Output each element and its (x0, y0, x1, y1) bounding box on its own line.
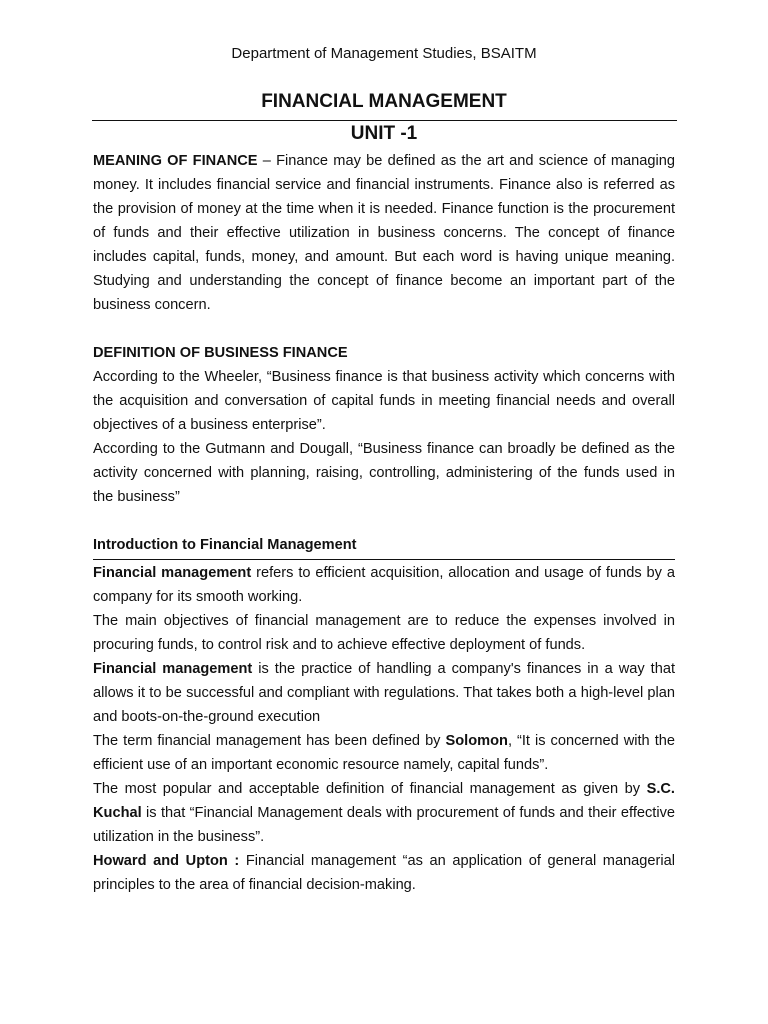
section-spacer (93, 317, 675, 341)
intro-p5-bold: S.C. Kuchal (93, 781, 675, 821)
intro-p4-bold: Solomon (445, 733, 508, 749)
intro-p1-text: refers to efficient acquisition, allocation and usage of funds by a company for its smooth working. (93, 565, 675, 605)
intro-paragraph-4 (93, 729, 675, 777)
intro-p4-pre: The term financial management has been defined by (93, 733, 446, 749)
intro-p6-bold: Howard and Upton : (93, 853, 240, 869)
definition-heading-paragraph (93, 341, 675, 365)
section-spacer (93, 509, 675, 533)
document-body (93, 149, 675, 897)
meaning-paragraph (93, 149, 675, 317)
unit-heading: UNIT -1 (350, 123, 418, 144)
gutmann-definition: According to the Gutmann and Dougall, “Business finance can broadly be defined as the activity concerned with planning, raising, controlling, administering of the funds used in the business” (93, 441, 675, 505)
intro-p3-text: is the practice of handling a company's finances in a way that allows it to be successful and compliant with regulations. That takes both a high-level plan and boots-on-the-ground execution (93, 661, 675, 725)
document-title: FINANCIAL MANAGEMENT (261, 91, 507, 112)
definition-heading: DEFINITION OF BUSINESS FINANCE (93, 345, 348, 361)
page-header: Department of Management Studies, BSAITM (231, 45, 537, 62)
intro-paragraph-3 (93, 657, 675, 729)
meaning-heading: MEANING OF FINANCE (93, 153, 258, 169)
intro-paragraph-1 (93, 561, 675, 609)
intro-p1-bold: Financial management (93, 565, 252, 581)
introduction-heading: Introduction to Financial Management (93, 537, 357, 553)
meaning-text: – Finance may be defined as the art and science of managing money. It includes financial service and financial instruments. Finance also is referred as the provision of money at the time when it is needed. Finance function is the procurement of funds and their effective utilization in business concerns. The concept of finance includes capital, funds, money, and amount. But each word is having unique meaning. Studying and understanding the concept of finance become an important part of the business concern. (93, 153, 675, 313)
intro-p3-bold: Financial management (93, 661, 253, 677)
wheeler-definition: According to the Wheeler, “Business finance is that business activity which concerns with the acquisition and conversation of capital funds in meeting financial needs and overall objectives of a business enterprise”. (93, 369, 675, 433)
intro-p5-pre: The most popular and acceptable definition of financial management as given by (93, 781, 647, 797)
intro-paragraph-6 (93, 849, 675, 897)
intro-p4-post: , “It is concerned with the efficient use of an important economic resource namely, capital funds”. (93, 733, 675, 773)
intro-paragraph-2: The main objectives of financial management are to reduce the expenses involved in procuring funds, to control risk and to achieve effective deployment of funds. (93, 613, 675, 653)
title-divider (92, 120, 677, 121)
intro-paragraph-5 (93, 777, 675, 849)
intro-p6-text: Financial management “as an application of general managerial principles to the area of financial decision-making. (93, 853, 675, 893)
introduction-heading-paragraph (93, 533, 675, 557)
introduction-divider (93, 559, 675, 560)
intro-p5-post: is that “Financial Management deals with procurement of funds and their effective utilization in the business”. (93, 805, 675, 845)
